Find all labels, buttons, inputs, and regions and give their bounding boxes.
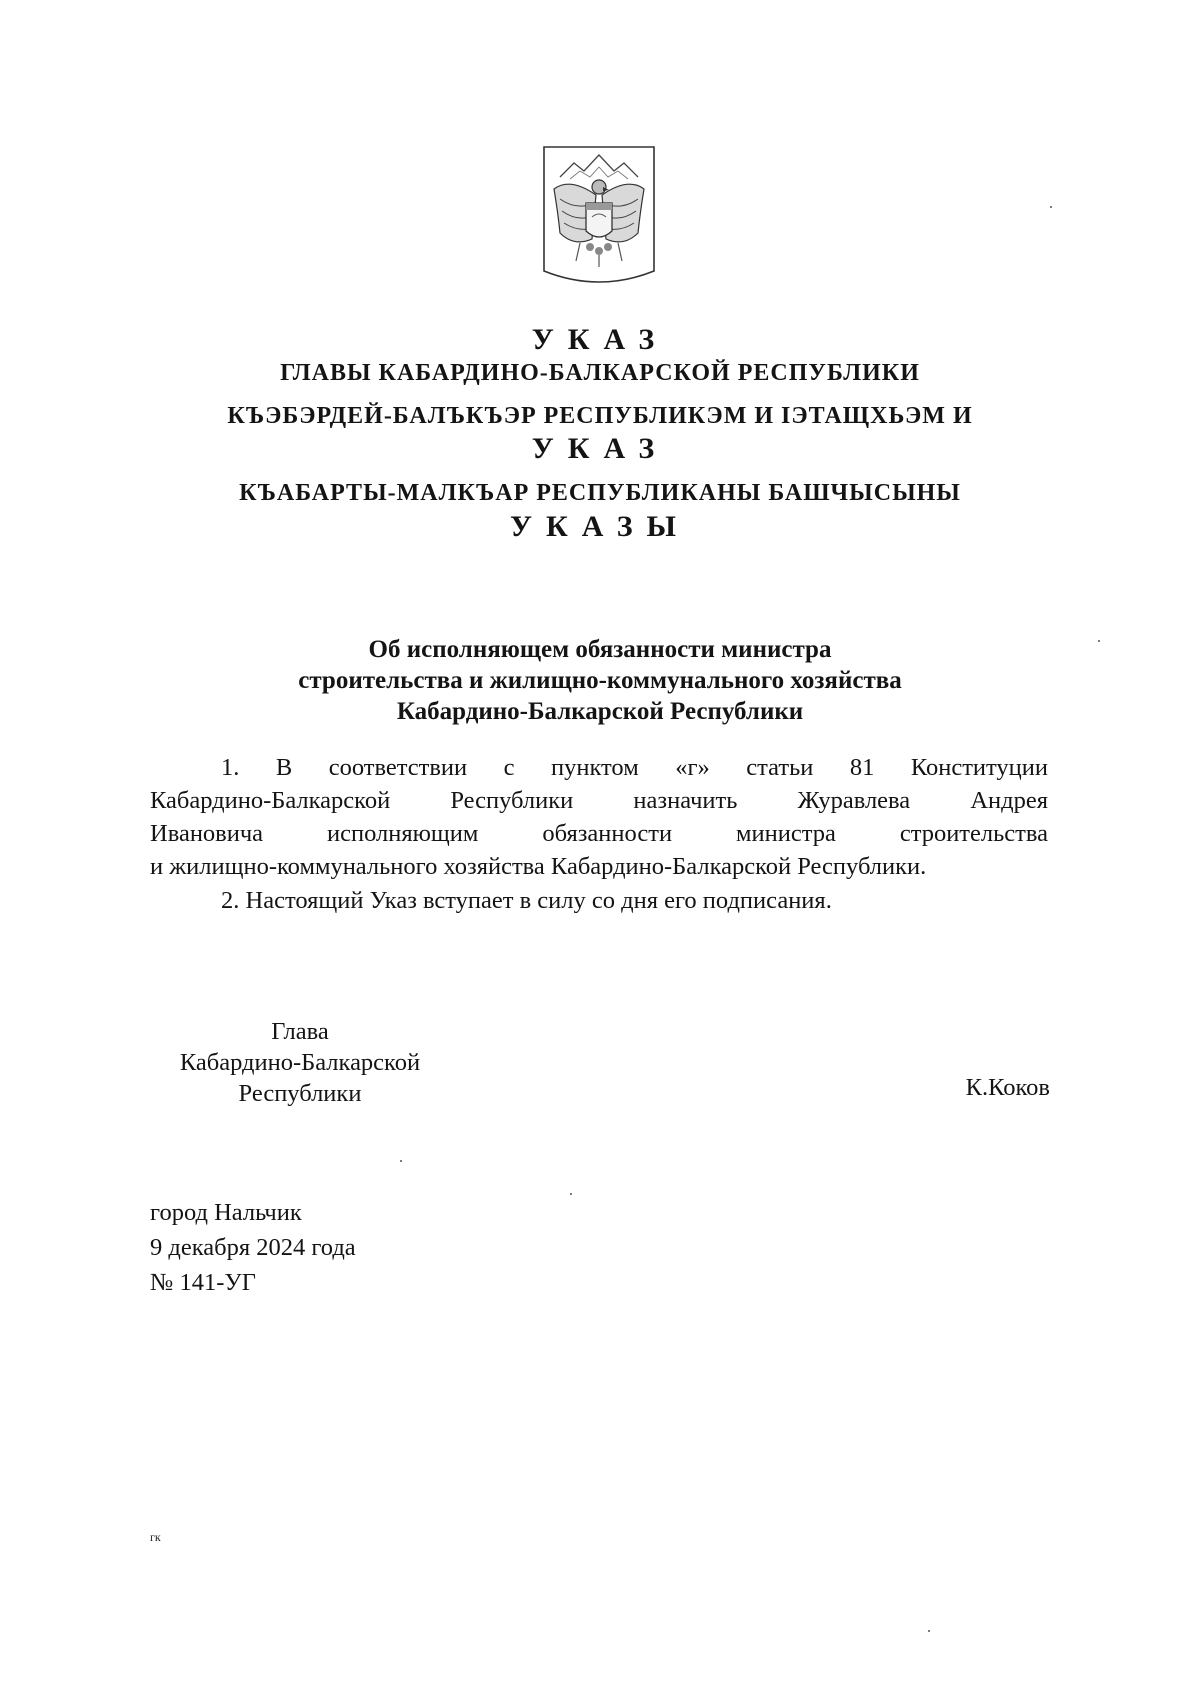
scan-speck: [1050, 206, 1052, 208]
paragraph-2: [150, 884, 1048, 917]
title-line-3: Кабардино-Балкарской Республики: [396, 698, 804, 725]
decree-title: [0, 634, 1200, 727]
signer-position-line-2: Кабардино-Балкарской: [179, 1049, 421, 1076]
signer-name: К.Коков: [965, 1074, 1050, 1101]
issuer-krc: КЪАБАРТЫ-МАЛКЪАР РЕСПУБЛИКАНЫ БАШЧЫСЫНЫ: [239, 480, 961, 506]
title-line-1: Об исполняющем обязанности министра: [368, 636, 832, 663]
issue-date: 9 декабря 2024 года: [150, 1234, 356, 1261]
paragraph-2-text: 2. Настоящий Указ вступает в силу со дня его подписания.: [221, 887, 832, 914]
scan-speck: [1098, 640, 1100, 642]
issue-number: № 141-УГ: [150, 1269, 256, 1296]
paragraph-1-line-2: Кабардино-Балкарской Республики назначить Журавлева Андрея: [150, 787, 1048, 814]
decree-word-ru: УКАЗ: [531, 323, 669, 356]
issue-details: [150, 1195, 356, 1300]
title-line-2: строительства и жилищно-коммунального хозяйства: [298, 667, 902, 694]
scan-speck: [400, 1160, 402, 1162]
paragraph-1-line-1: 1. В соответствии с пунктом «г» статьи 81 Конституции: [221, 754, 1048, 781]
signer-position: [150, 1016, 450, 1109]
signer-position-line-3: Республики: [238, 1080, 362, 1107]
signer-position-line-1: Глава: [271, 1018, 329, 1045]
paragraph-1: [150, 751, 1048, 883]
decree-word-kbd: УКАЗ: [531, 432, 669, 465]
footer-code: гк: [150, 1530, 161, 1544]
decree-word-krc: УКАЗЫ: [510, 510, 690, 543]
issue-city: город Нальчик: [150, 1199, 302, 1226]
issuer-ru: ГЛАВЫ КАБАРДИНО-БАЛКАРСКОЙ РЕСПУБЛИКИ: [280, 360, 920, 386]
scan-speck: [570, 1193, 572, 1195]
paragraph-1-line-3: Ивановича исполняющим обязанности министра строительства: [150, 820, 1048, 847]
coat-of-arms-eagle-icon: [540, 143, 658, 291]
paragraph-1-line-4: и жилищно-коммунального хозяйства Кабардино-Балкарской Республики.: [150, 853, 927, 880]
scan-speck: [928, 1630, 930, 1632]
issuer-kbd: КЪЭБЭРДЕЙ-БАЛЪКЪЭР РЕСПУБЛИКЭМ И IЭТАЩХЬЭМ И: [227, 403, 973, 429]
